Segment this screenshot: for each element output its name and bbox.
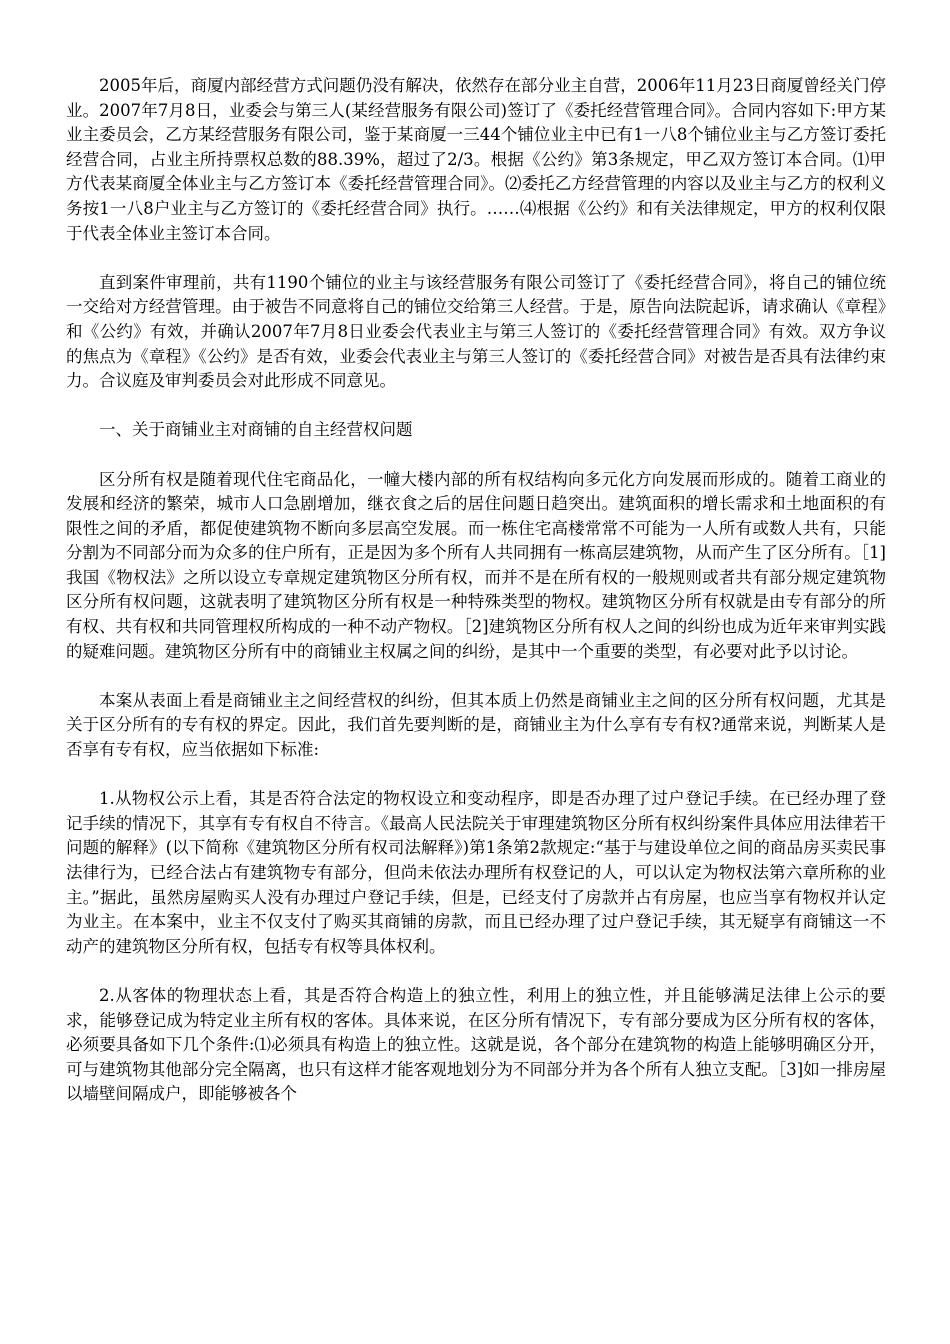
section-heading: 一、关于商铺业主对商铺的自主经营权问题 <box>99 420 413 440</box>
paragraph-case-facts: 直到案件审理前，共有1190个铺位的业主与该经营服务有限公司签订了《委托经营合同》，将自己的铺位统一交给对方经营管理。由于被告不同意将自己的铺位交给第三人经营。于是，原告向法院起诉，请求确认《章程》和《公约》有效，并确认2007年7月8日业委会代表业主与第三人签订的《委托经营管理合同》有效。双方争议的焦点为《章程》《公约》是否有效，业委会代表业主与第三人签订的《委托经营合同》对被告是否具有法律约束力。合议庭及审判委员会对此形成不同意见。 <box>66 272 886 391</box>
paragraph-ownership-theory: 区分所有权是随着现代住宅商品化，一幢大楼内部的所有权结构向多元化方向发展而形成的。随着工商业的发展和经济的繁荣，城市人口急剧增加，继衣食之后的居住问题日趋突出。建筑面积的增长需求和土地面积的有限性之间的矛盾，都促使建筑物不断向多层高空发展。而一栋住宅高楼常常不可能为一人所有或数人共有，只能分割为不同部分而为众多的住户所有，正是因为多个所有人共同拥有一栋高层建筑物，从而产生了区分所有。［1]我国《物权法》之所以设立专章规定建筑物区分所有权，而并不是在所有权的一般规则或者共有部分规定建筑物区分所有权问题，这就表明了建筑物区分所有权是一种特殊类型的物权。建筑物区分所有权就是由专有部分的所有权、共有权和共同管理权所构成的一种不动产物权。［2]建筑物区分所有权人之间的纠纷也成为近年来审判实践的疑难问题。建筑物区分所有中的商铺业主权属之间的纠纷，是其中一个重要的类型，有必要对此予以讨论。 <box>66 469 886 661</box>
paragraph-background: 2005年后，商厦内部经营方式问题仍没有解决，依然存在部分业主自营，2006年11月23日商厦曾经关门停业。2007年7月8日，业委会与第三人(某经营服务有限公司)签订了《委托经营管理合同》。合同内容如下:甲方某业主委员会，乙方某经营服务有限公司，鉴于某商厦一三44个铺位业主中已有1一八8个铺位业主与乙方签订委托经营合同，占业主所持票权总数的88.39%，超过了2/3。根据《公约》第3条规定，甲乙双方签订本合同。⑴甲方代表某商厦全体业主与乙方签订本《委托经营管理合同》。⑵委托乙方经营管理的内容以及业主与乙方的权利义务按1一八8户业主与乙方签订的《委托经营合同》执行。……⑷根据《公约》和有关法律规定，甲方的权利仅限于代表全体业主签订本合同。 <box>66 76 886 243</box>
paragraph-criterion-2: 2.从客体的物理状态上看，其是否符合构造上的独立性，利用上的独立性，并且能够满足法律上公示的要求，能够登记成为特定业主所有权的客体。具体来说，在区分所有情况下，专有部分要成为区分所有权的客体，必须要具备如下几个条件:⑴必须具有构造上的独立性。这就是说，各个部分在建筑物的构造上能够明确区分开，可与建筑物其他部分完全隔离，也只有这样才能客观地划分为不同部分并为各个所有人独立支配。［3]如一排房屋以墙壁间隔成户，即能够被各个 <box>66 985 886 1104</box>
paragraph-criterion-1: 1.从物权公示上看，其是否符合法定的物权设立和变动程序，即是否办理了过户登记手续。在已经办理了登记手续的情况下，其享有专有权自不待言。《最高人民法院关于审理建筑物区分所有权纠纷案件具体应用法律若干问题的解释》(以下简称《建筑物区分所有权司法解释》)第1条第2款规定:“基于与建设单位之间的商品房买卖民事法律行为，已经合法占有建筑物专有部分，但尚未依法办理所有权登记的人，可以认定为物权法第六章所称的业主。”据此，虽然房屋购买人没有办理过户登记手续，但是，已经支付了房款并占有房屋，也应当享有物权并认定为业主。在本案中，业主不仅支付了购买其商铺的房款，而且已经办理了过户登记手续，其无疑享有商铺这一不动产的建筑物区分所有权，包括专有权等具体权利。 <box>66 789 886 956</box>
document-page <box>66 74 886 1132</box>
paragraph-analysis: 本案从表面上看是商铺业主之间经营权的纠纷，但其本质上仍然是商铺业主之间的区分所有权问题，尤其是关于区分所有的专有权的界定。因此，我们首先要判断的是，商铺业主为什么享有专有权?通常来说，判断某人是否享有专有权，应当依据如下标准: <box>66 690 886 760</box>
